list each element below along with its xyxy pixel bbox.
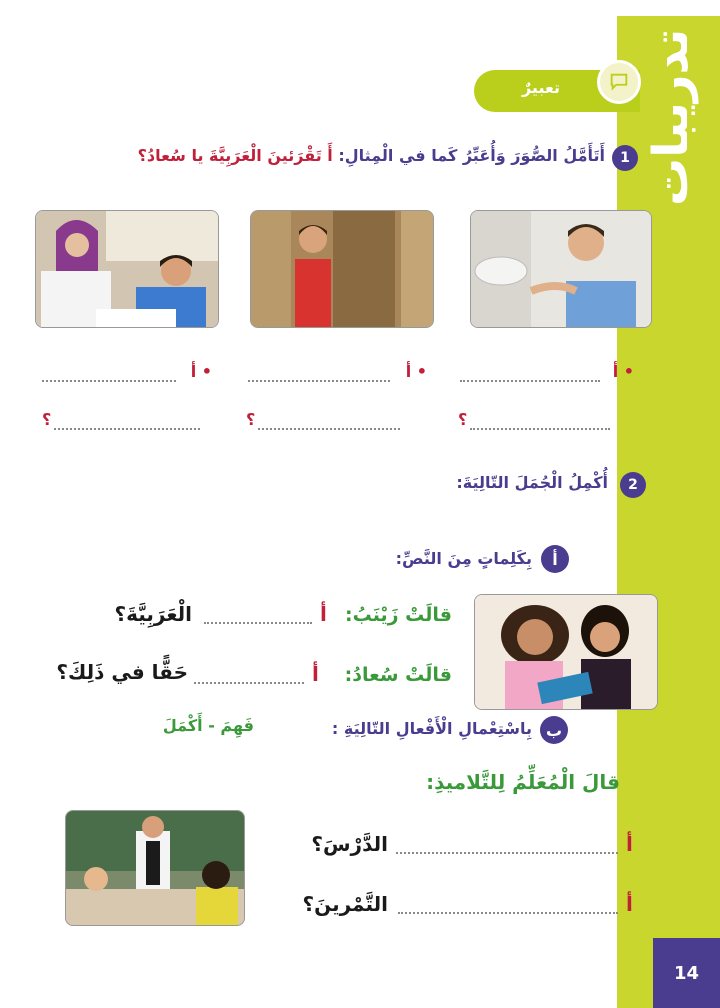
exercise-2-number: 2 (620, 472, 646, 498)
part-b-line-1-end: الدَّرْسَ؟ (311, 832, 388, 856)
answer-2-line[interactable] (248, 380, 390, 382)
exercise-1-example: أَ تَقْرَئينَ الْعَرَبِيَّةَ يا سُعادُ؟ (137, 146, 333, 165)
section-label: تعبيرٌ (521, 78, 561, 97)
part-a-speaker-2: قالَتْ سُعادُ: (344, 664, 452, 686)
answer-1-marker: • أ (612, 362, 634, 381)
exercise-1-number: 1 (612, 145, 638, 171)
answer-1-line[interactable] (460, 380, 600, 382)
photo-boy-washing (470, 210, 652, 328)
answer-3-marker: • أ (190, 362, 212, 381)
answer-3-question-mark: ؟ (42, 410, 52, 429)
part-a-instruction: بِكَلِماتٍ مِنَ النَّصِّ: (395, 549, 532, 568)
part-b-line-2-blank[interactable] (398, 912, 618, 914)
part-a-line-2-start: أ (312, 662, 319, 686)
part-b-line-1-blank[interactable] (396, 852, 618, 854)
part-b-verbs: فَهِمَ - أَكْمَلَ (162, 716, 254, 735)
answer-1-line-2[interactable] (470, 428, 610, 430)
answer-3-line-2[interactable] (54, 428, 200, 430)
part-b-line-2-start: أ (626, 892, 633, 916)
part-b-line-1-start: أ (626, 832, 633, 856)
part-a-line-2-end: حَقًّا في ذَلِكَ؟ (56, 660, 188, 684)
part-a-speaker-1: قالَتْ زَيْنَبُ: (345, 604, 452, 626)
answer-2-line-2[interactable] (258, 428, 400, 430)
speech-bubble-icon (597, 60, 641, 104)
part-a-line-1-blank[interactable] (204, 622, 312, 624)
exercise-2-instruction: أُكْمِلُ الْجُمَلَ التّالِيَةَ: (456, 473, 608, 492)
part-a-letter: أ (541, 545, 569, 573)
photo-two-girls-reading (474, 594, 658, 710)
part-a-line-1-end: الْعَرَبِيَّةَ؟ (114, 602, 192, 626)
page-number: 14 (653, 938, 720, 1008)
answer-1-question-mark: ؟ (458, 410, 468, 429)
part-b-speaker: قالَ الْمُعَلِّمُ لِلتَّلاميذِ: (426, 770, 620, 794)
part-a-line-1-start: أ (320, 602, 327, 626)
part-a-line-2-blank[interactable] (194, 682, 304, 684)
answer-2-marker: • أ (405, 362, 427, 381)
answer-2-question-mark: ؟ (246, 410, 256, 429)
photo-girl-door (250, 210, 434, 328)
part-b-line-2-end: التَّمْرينَ؟ (302, 892, 388, 916)
photo-teacher-boy (35, 210, 219, 328)
part-b-instruction: بِاسْتِعْمالِ الْأَفْعالِ التّالِيَةِ : (331, 719, 532, 738)
answer-3-line[interactable] (42, 380, 176, 382)
sidebar-title: تدريبات (643, 28, 699, 206)
exercise-1-instruction (137, 146, 605, 165)
part-b-letter: ب (540, 716, 568, 744)
photo-classroom (65, 810, 245, 926)
exercise-1-instruction-text: أَتَأَمَّلُ الصُّوَرَ وَأُعَبِّرُ كَما في الْمِثالِ: (338, 146, 605, 165)
